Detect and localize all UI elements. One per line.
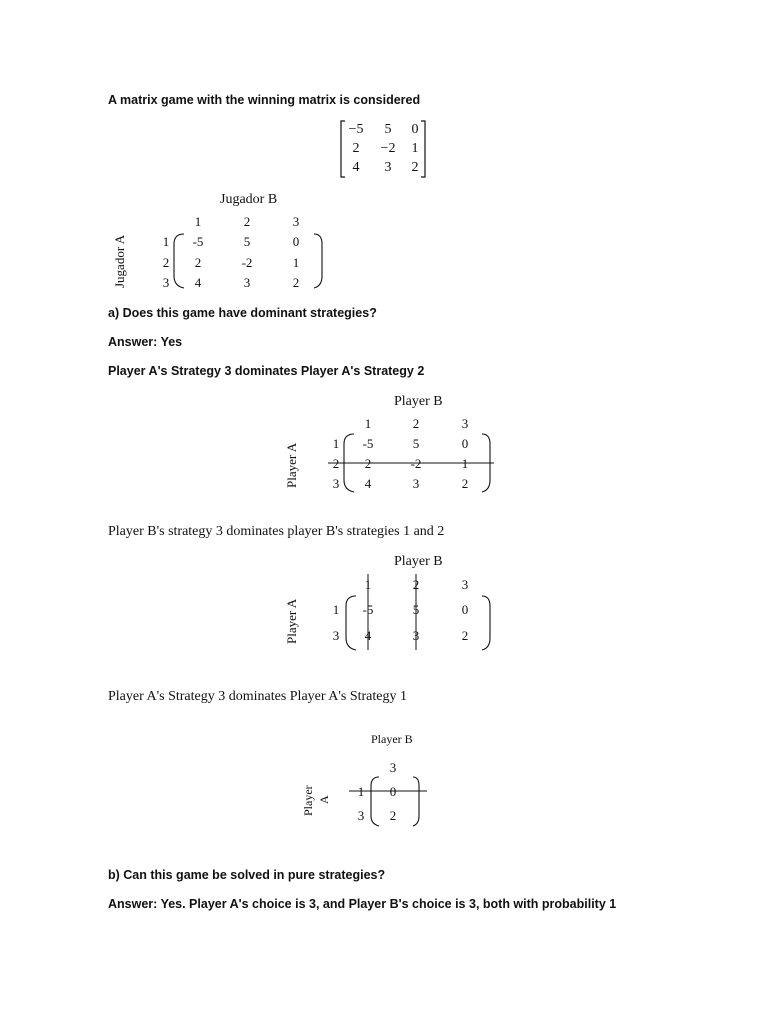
m3-col-header: 1 [364,577,372,592]
m1-row-label: 3 [162,275,170,290]
m1-row-label: 2 [162,255,170,270]
m4-col-header: 3 [389,760,397,775]
m1-cell: 2 [194,255,202,270]
m1-cell: -5 [192,234,204,249]
m2-cell: 5 [412,436,420,451]
bm-cell: 0 [411,122,419,137]
bm-cell: −2 [380,141,396,156]
m2-col-header: 1 [364,416,372,431]
bm-cell: 2 [411,160,419,175]
payoff-matrix-4 [295,730,445,830]
m3-row-label: 3 [332,628,340,643]
m1-cell: 4 [194,275,202,290]
m1-side-label: Jugador A [112,234,127,288]
m1-col-header: 3 [292,214,300,229]
bracket-matrix [338,118,428,180]
m2-cell: 0 [461,436,469,451]
m2-cell: 1 [461,456,469,471]
m2-row-label: 1 [332,436,340,451]
m1-cell: 1 [292,255,300,270]
m2-parens [270,390,510,500]
payoff-matrix-1 [100,190,340,300]
m2-cell: 2 [364,456,372,471]
m3-col-header: 3 [461,577,469,592]
m2-row-label: 2 [332,456,340,471]
question-a: a) Does this game have dominant strategies? [108,306,377,320]
m4-row-label: 1 [357,784,365,799]
m2-row-label: 3 [332,476,340,491]
m4-title: Player B [371,732,413,746]
bm-cell: 4 [352,160,360,175]
bm-cell: 2 [352,141,360,156]
m3-cell: -5 [362,602,374,617]
m1-title: Jugador B [220,192,278,207]
m4-cell: 0 [389,784,397,799]
m1-cell: 3 [243,275,251,290]
m2-cell: 2 [461,476,469,491]
m1-col-header: 2 [243,214,251,229]
bm-cell: −5 [348,122,364,137]
step-1-text: Player A's Strategy 3 dominates Player A's Strategy 2 [108,364,425,378]
bm-cell: 3 [384,160,392,175]
m4-row-label: 3 [357,808,365,823]
m2-cell: -5 [362,436,374,451]
m4-side-label-line2: A [317,795,331,804]
m3-cell: 4 [364,628,372,643]
intro-text: A matrix game with the winning matrix is considered [108,93,421,107]
m3-cell: 5 [412,602,420,617]
m1-cell: -2 [241,255,253,270]
m3-col-header: 2 [412,577,420,592]
m3-cell: 0 [461,602,469,617]
payoff-matrix-3 [270,550,510,660]
m1-col-header: 1 [194,214,202,229]
m1-cell: 5 [243,234,251,249]
m1-parens [100,190,340,300]
step-2-text: Player B's strategy 3 dominates player B's strategies 1 and 2 [108,524,445,539]
bm-cell: 5 [384,122,392,137]
m1-cell: 2 [292,275,300,290]
m4-parens [295,730,445,830]
m3-cell: 2 [461,628,469,643]
m4-cell: 2 [389,808,397,823]
question-b: b) Can this game be solved in pure strategies? [108,868,386,882]
payoff-matrix-2 [270,390,510,500]
m3-title: Player B [394,554,443,569]
m3-parens [270,550,510,660]
bm-cell: 1 [411,141,419,156]
m4-side-label-line1: Player [301,785,315,816]
m2-cell: -2 [410,456,422,471]
m2-col-header: 2 [412,416,420,431]
m2-cell: 3 [412,476,420,491]
answer-b: Answer: Yes. Player A's choice is 3, and Player B's choice is 3, both with probability 1 [108,897,617,911]
answer-a: Answer: Yes [108,335,183,349]
m1-row-label: 1 [162,234,170,249]
m3-cell: 3 [412,628,420,643]
m2-col-header: 3 [461,416,469,431]
step-3-text: Player A's Strategy 3 dominates Player A's Strategy 1 [108,689,408,704]
m3-side-label: Player A [284,598,299,644]
m3-row-label: 1 [332,602,340,617]
m1-cell: 0 [292,234,300,249]
m2-cell: 4 [364,476,372,491]
m2-side-label: Player A [284,442,299,488]
m2-title: Player B [394,394,443,409]
